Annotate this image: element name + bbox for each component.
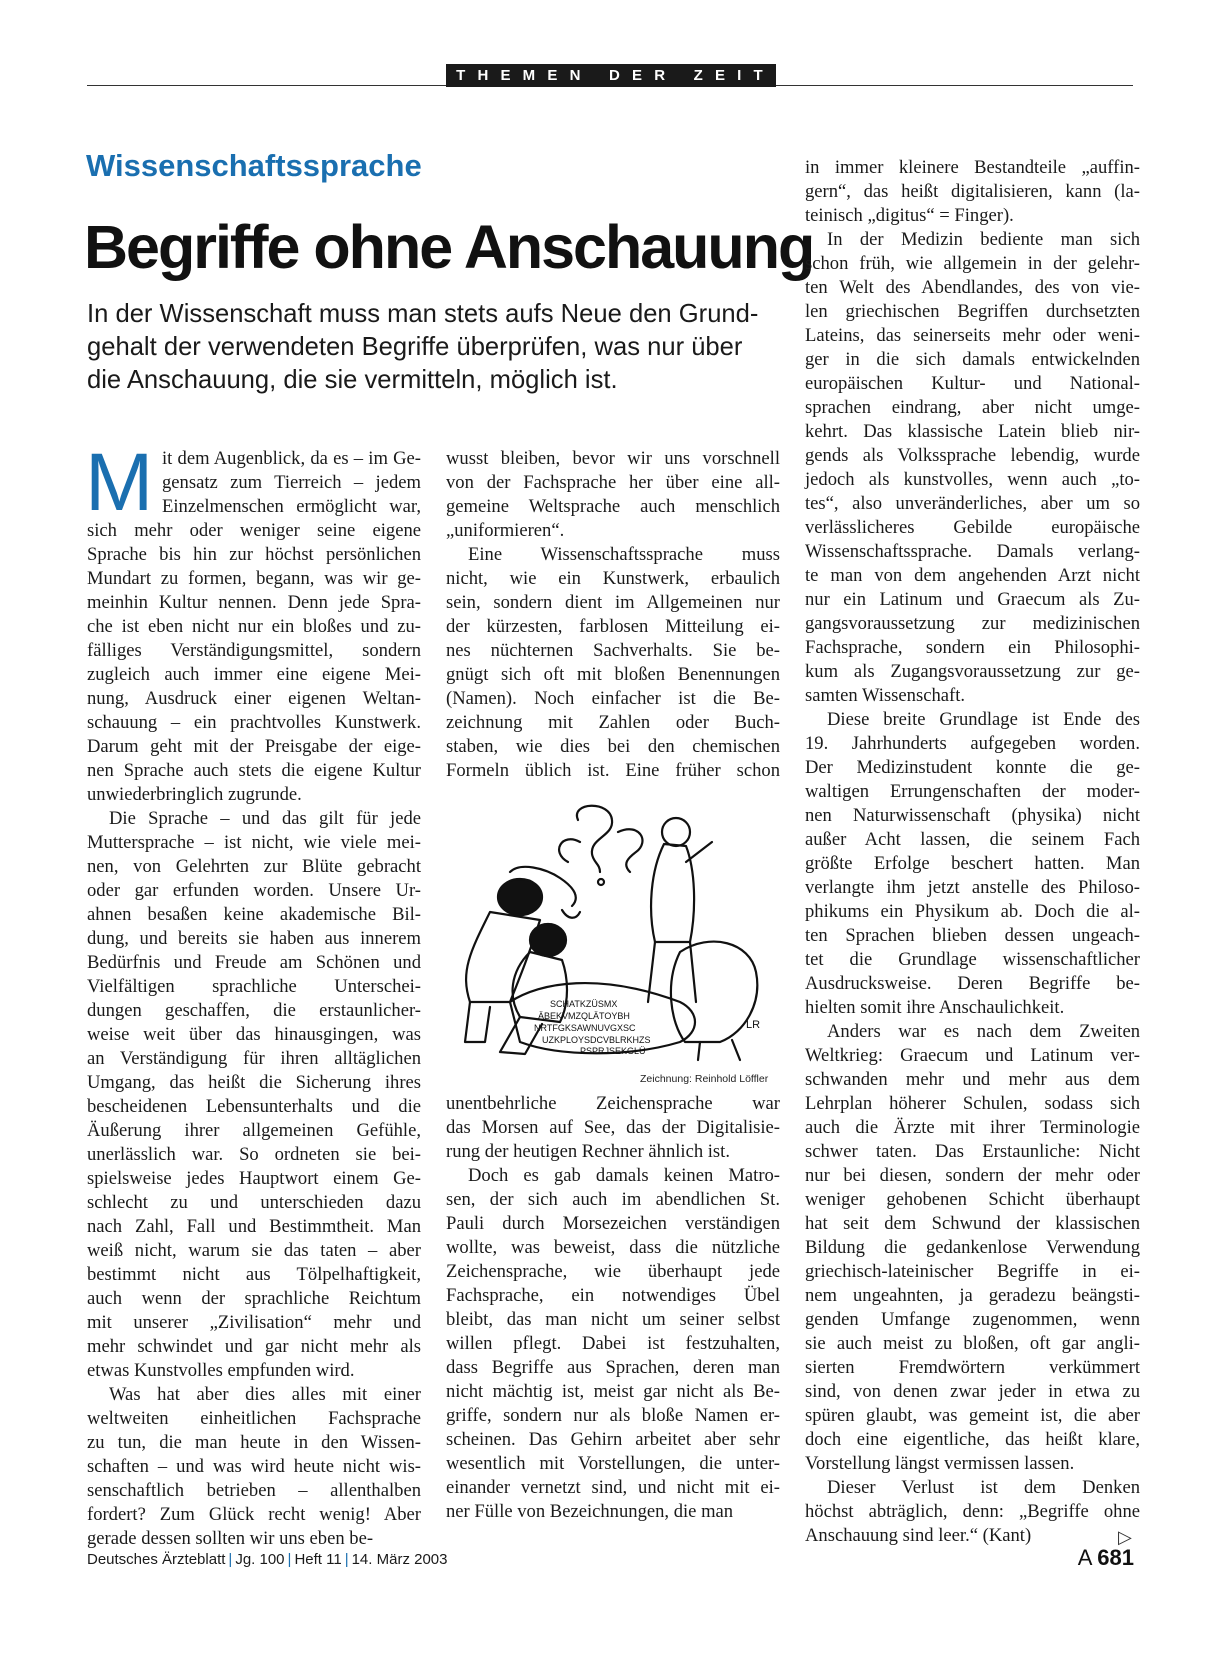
text-line: schwer taten. Das Erstaunliche: Nicht — [805, 1141, 1140, 1162]
text-line: 19. Jahrhunderts aufgegeben worden. — [805, 733, 1140, 754]
column-1 — [85, 437, 421, 1551]
text-line: gerade dessen sollten wir uns eben be- — [87, 1528, 374, 1549]
text-line: staben, wie dies bei den chemischen — [446, 736, 780, 757]
text-line: zugleich auch immer eine eigene Mei- — [87, 664, 421, 685]
text-line: nen, von Gelehrten zur Blüte gebracht — [87, 856, 421, 877]
text-line: te man von dem angehenden Arzt nicht — [805, 565, 1140, 586]
text-line: gnügt sich oft mit bloßen Benennungen — [446, 664, 780, 685]
text-line: tet die Grundlage wissenschaftlicher — [805, 949, 1140, 970]
text-line: Anders war es nach dem Zweiten — [827, 1021, 1140, 1042]
text-line: Anschauung sind leer.“ (Kant) — [805, 1525, 1032, 1546]
text-line: gangsvoraussetzung zur medizinischen — [805, 613, 1140, 634]
text-line: nen Sprache auch stets die eigene Kultur — [87, 760, 421, 781]
text-line: len griechischen Begriffen durchsetzten — [805, 301, 1140, 322]
column-2-bottom — [446, 1092, 780, 1524]
text-line: kehrt. Das klassische Latein blieb nir- — [805, 421, 1140, 442]
text-line: verlässlicheres Gebilde europäische — [805, 517, 1140, 538]
text-line: Formeln üblich ist. Eine früher schon — [446, 760, 780, 781]
column-2-top — [446, 447, 780, 783]
text-line: etwas Kunstvolles empfunden wird. — [87, 1360, 355, 1381]
page-footer — [87, 1551, 447, 1568]
text-line: sind, von denen zwar jeder in etwa zu — [805, 1381, 1140, 1402]
text-line: sich mehr oder weniger seine eigene — [87, 520, 421, 541]
text-line: nicht mächtig ist, meist gar nicht als Be- — [446, 1381, 780, 1402]
column-3 — [805, 156, 1140, 1548]
text-line: rung der heutigen Rechner ähnlich ist. — [446, 1141, 730, 1162]
svg-text:LR: LR — [746, 1019, 761, 1031]
text-line: Zeichensprache, wie überhaupt jede — [446, 1261, 780, 1282]
text-line: mit unserer „Zivilisation“ mehr und — [87, 1312, 421, 1333]
text-line: Ausdrucksweise. Deren Begriffe be- — [805, 973, 1140, 994]
text-line: che ist eben nicht nur ein bloßes und zu- — [87, 616, 421, 637]
text-line: sierten Fremdwörtern verkümmert — [805, 1357, 1140, 1378]
text-line: wusst bleiben, bevor wir uns vorschnell — [446, 448, 780, 469]
text-line: nach Zahl, Fall und Bestimmtheit. Man — [87, 1216, 421, 1237]
text-line: sprachen eindrang, aber nicht umge- — [805, 397, 1140, 418]
text-line: Der Medizinstudent konnte die ge- — [805, 757, 1140, 778]
text-line: wollte, was beweist, dass die nützliche — [446, 1237, 780, 1258]
text-line: „uniformieren“. — [446, 520, 565, 541]
text-line: samten Wissenschaft. — [805, 685, 966, 706]
article-title: Begriffe ohne Anschauung — [84, 213, 814, 281]
text-line: außer Acht lassen, die seinem Fach — [805, 829, 1140, 850]
svg-text:ÄBEKVMZQLÄTOYBH: ÄBEKVMZQLÄTOYBH — [538, 1011, 630, 1021]
text-line: schon früh, wie allgemein in der gelehr- — [805, 253, 1140, 274]
text-line: teinisch „digitus“ = Finger). — [805, 205, 1014, 226]
text-line: ten Welt des Abendlandes, des von vie- — [805, 277, 1140, 298]
text-line: oder gar erfunden worden. Unsere Ur- — [87, 880, 421, 901]
text-line: nur ein Latinum und Graecum als Zu- — [805, 589, 1140, 610]
text-line: sein, sondern dient im Allgemeinen nur — [446, 592, 780, 613]
text-line: Muttersprache – ist nicht, wie viele mei- — [87, 832, 421, 853]
page-number — [1078, 1545, 1134, 1571]
text-line: Doch es gab damals keinen Matro- — [468, 1165, 780, 1186]
text-line: griechisch-lateinischer Begriffe in ei- — [805, 1261, 1140, 1282]
text-line: weiß nicht, warum sie das taten – aber — [87, 1240, 421, 1261]
text-line: Dieser Verlust ist dem Denken — [827, 1477, 1140, 1498]
text-line: dass Begriffe aus Sprachen, deren man — [446, 1357, 780, 1378]
footer-journal: Deutsches Ärzteblatt — [87, 1551, 226, 1568]
text-line: schauung – ein prachtvolles Kunstwerk. — [87, 712, 421, 733]
text-line: dung, und bereits sie haben aus innerem — [87, 928, 421, 949]
text-line: auch die Ärzte mit ihrer Terminologie — [805, 1117, 1140, 1138]
text-line: schlecht zu und unterschieden dazu — [87, 1192, 421, 1213]
text-line: spüren glaubt, was gemeint ist, die aber — [805, 1405, 1140, 1426]
footer-volume: Jg. 100 — [235, 1551, 285, 1568]
text-line: von der Fachsprache her über eine all- — [446, 472, 780, 493]
text-line: jedoch als kunstvolles, wenn auch „to- — [805, 469, 1140, 490]
text-line: nem ungeahnten, ja geradezu beängsti- — [805, 1285, 1140, 1306]
text-line: größte Erfolge beschert hatten. Man — [805, 853, 1140, 874]
svg-text:PSPRJSEKGLÜ: PSPRJSEKGLÜ — [580, 1046, 646, 1056]
text-line: it dem Augenblick, da es – im Ge- — [162, 448, 421, 469]
text-line: Umgang, das heißt die Sicherung ihres — [87, 1072, 421, 1093]
text-line: Wissenschaftssprache. Damals verlang- — [805, 541, 1140, 562]
text-line: unerlässlich war. So ordneten sie bei- — [87, 1144, 421, 1165]
text-line: weise weit über das hinausgingen, was — [87, 1024, 421, 1045]
text-line: nes nüchternen Sachverhalts. Sie be- — [446, 640, 780, 661]
text-line: Weltkrieg: Graecum und Latinum ver- — [805, 1045, 1140, 1066]
text-line: schwanden mehr und mehr aus dem — [805, 1069, 1140, 1090]
text-line: Sprache bis hin zur höchst persönlichen — [87, 544, 421, 565]
text-line: der kürzesten, farblosen Mitteilung ei- — [446, 616, 780, 637]
text-line: scheinen. Das Gehirn arbeitet aber sehr — [446, 1429, 780, 1450]
text-line: zu tun, die man heute in den Wissen- — [87, 1432, 421, 1453]
text-line: unwiederbringlich zugrunde. — [87, 784, 302, 805]
text-line: Diese breite Grundlage ist Ende des — [827, 709, 1140, 730]
text-line: ten Sprachen blieben dessen ungeach- — [805, 925, 1140, 946]
text-line: wesentlich mit Vorstellungen, die unter- — [446, 1453, 780, 1474]
text-line: fordert? Zum Glück recht wenig! Aber — [87, 1504, 421, 1525]
text-line: unentbehrliche Zeichensprache war — [446, 1093, 780, 1114]
text-line: hielten somit ihre Anschaulichkeit. — [805, 997, 1065, 1018]
text-line: genden Umfange zugenommen, wenn — [805, 1309, 1140, 1330]
text-line: Eine Wissenschaftssprache muss — [468, 544, 780, 565]
text-line: gensatz zum Tierreich – jedem — [162, 472, 421, 493]
drop-cap: M — [85, 437, 154, 528]
lead-line: In der Wissenschaft muss man stets aufs Neue den Grund- — [87, 300, 759, 328]
text-line: bestimmt nicht aus Tölpelhaftigkeit, — [87, 1264, 421, 1285]
text-line: tes“, also unveränderliches, aber um so — [805, 493, 1140, 514]
text-line: gern“, das heißt digitalisieren, kann (la- — [805, 181, 1140, 202]
text-line: hat seit dem Schwund der klassischen — [805, 1213, 1140, 1234]
text-line: dungen geschaffen, die erstaunlicher- — [87, 1000, 421, 1021]
text-line: (Namen). Noch einfacher ist die Be- — [446, 688, 780, 709]
footer-issue: Heft 11 — [294, 1551, 342, 1568]
text-line: waltigen Errungenschaften der moder- — [805, 781, 1140, 802]
page-value: 681 — [1097, 1545, 1134, 1570]
cartoon-illustration — [450, 802, 780, 1064]
text-line: gemeine Weltsprache auch menschlich — [446, 496, 780, 517]
svg-text:NRTFGKSAWNUVGXSC: NRTFGKSAWNUVGXSC — [534, 1023, 636, 1033]
section-label: THEMEN DER ZEIT — [446, 64, 776, 87]
text-line: Fachsprache, ein notwendiges Übel — [446, 1285, 780, 1306]
illustration-credit: Zeichnung: Reinhold Löffler — [640, 1073, 769, 1085]
text-line: Fachsprache, sondern ein Philosophi- — [805, 637, 1140, 658]
text-line: Bedürfnis und Freude am Schönen und — [87, 952, 421, 973]
text-line: mehr schwindet und gar nicht mehr als — [87, 1336, 421, 1357]
text-line: europäischen Kultur- und National- — [805, 373, 1140, 394]
text-line: willen pflegt. Dabei ist festzuhalten, — [446, 1333, 780, 1354]
text-line: verlangte ihm jetzt anstelle des Philoso- — [805, 877, 1140, 898]
footer-separator: | — [287, 1551, 292, 1568]
text-line: nur bei diesen, sondern der mehr oder — [805, 1165, 1140, 1186]
text-line: kum als Zugangsvoraussetzung zur ge- — [805, 661, 1140, 682]
text-line: Die Sprache – und das gilt für jede — [109, 808, 421, 829]
text-line: Bildung die gedankenlose Verwendung — [805, 1237, 1140, 1258]
text-line: auch wenn der sprachliche Reichtum — [87, 1288, 421, 1309]
text-line: sie auch meist zu bloßen, oft gar angli- — [805, 1333, 1140, 1354]
text-line: ner Fülle von Bezeichnungen, die man — [446, 1501, 734, 1522]
lead-line: die Anschauung, die sie vermitteln, möglich ist. — [87, 366, 618, 394]
text-line: Lateins, das seinerseits mehr oder weni- — [805, 325, 1140, 346]
svg-text:UZKPLOYSDCVBLRKHZS: UZKPLOYSDCVBLRKHZS — [542, 1035, 651, 1045]
text-line: Pauli durch Morsezeichen verständigen — [446, 1213, 780, 1234]
text-line: spielsweise jedes Hauptwort einem Ge- — [87, 1168, 421, 1189]
text-line: zeichnung mit Zahlen oder Buch- — [446, 712, 780, 733]
text-line: an Verständigung für ihren alltäglichen — [87, 1048, 421, 1069]
text-line: griffe, sondern nur als bloße Namen er- — [446, 1405, 780, 1426]
text-line: Einzelmenschen ermöglicht war, — [162, 496, 421, 517]
text-line: gends als Volkssprache lebendig, wurde — [805, 445, 1140, 466]
footer-date: 14. März 2003 — [351, 1551, 448, 1568]
text-line: Darum geht mit der Preisgabe der eige- — [87, 736, 421, 757]
svg-text:SCHATKZÜSMX: SCHATKZÜSMX — [550, 999, 618, 1009]
text-line: Vorstellung längst vermissen lassen. — [805, 1453, 1075, 1474]
text-line: nung, Ausdruck einer eigenen Weltan- — [87, 688, 421, 709]
text-line: Vielfältigen sprachliche Unterschei- — [87, 976, 421, 997]
text-line: weniger gehobenen Schicht überhaupt — [805, 1189, 1140, 1210]
page-prefix: A — [1077, 1545, 1092, 1570]
text-line: senschaftlich betrieben – allenthalben — [87, 1480, 421, 1501]
text-line: Äußerung ihrer allgemeinen Gefühle, — [87, 1120, 421, 1141]
text-line: phikums ein Physikum ab. Doch die al- — [805, 901, 1140, 922]
text-line: In der Medizin bediente man sich — [827, 229, 1140, 250]
text-line: bleibt, das man nicht um seiner selbst — [446, 1309, 780, 1330]
text-line: ger in die sich damals entwickelnden — [805, 349, 1140, 370]
text-line: weltweiten einheitlichen Fachsprache — [87, 1408, 421, 1429]
text-line: in immer kleinere Bestandteile „auffin- — [805, 157, 1140, 178]
lead-line: gehalt der verwendeten Begriffe überprüfen, was nur über — [87, 333, 743, 361]
text-line: doch eine eigentliche, das heißt klare, — [805, 1429, 1140, 1450]
text-line: Lehrplan höherer Schulen, sodass sich — [805, 1093, 1140, 1114]
text-line: meinhin Kultur nennen. Denn jede Spra- — [87, 592, 421, 613]
text-line: bescheidenen Lebensunterhalts und die — [87, 1096, 421, 1117]
text-line: Mundart zu formen, begann, was wir ge- — [87, 568, 421, 589]
footer-separator: | — [228, 1551, 233, 1568]
article-lead — [87, 298, 759, 397]
text-line: nicht, wie ein Kunstwerk, erbaulich — [446, 568, 780, 589]
footer-separator: | — [344, 1551, 349, 1568]
article-kicker: Wissenschaftssprache — [86, 148, 422, 183]
text-line: das Morsen auf See, das der Digitalisie- — [446, 1117, 780, 1138]
text-line: Was hat aber dies alles mit einer — [109, 1384, 421, 1405]
text-line: ahnen besaßen keine akademische Bil- — [87, 904, 421, 925]
text-line: fälliges Verständigungsmittel, sondern — [87, 640, 421, 661]
text-line: einander vernetzt sind, und nicht mit ei- — [446, 1477, 780, 1498]
text-line: schaften – und was wird heute nicht wis- — [87, 1456, 421, 1477]
text-line: sen, der sich auch im abendlichen St. — [446, 1189, 780, 1210]
text-line: höchst abträglich, denn: „Begriffe ohne — [805, 1501, 1140, 1522]
text-line: nen Naturwissenschaft (physika) nicht — [805, 805, 1140, 826]
end-of-article-icon: ▷ — [1118, 1527, 1132, 1547]
